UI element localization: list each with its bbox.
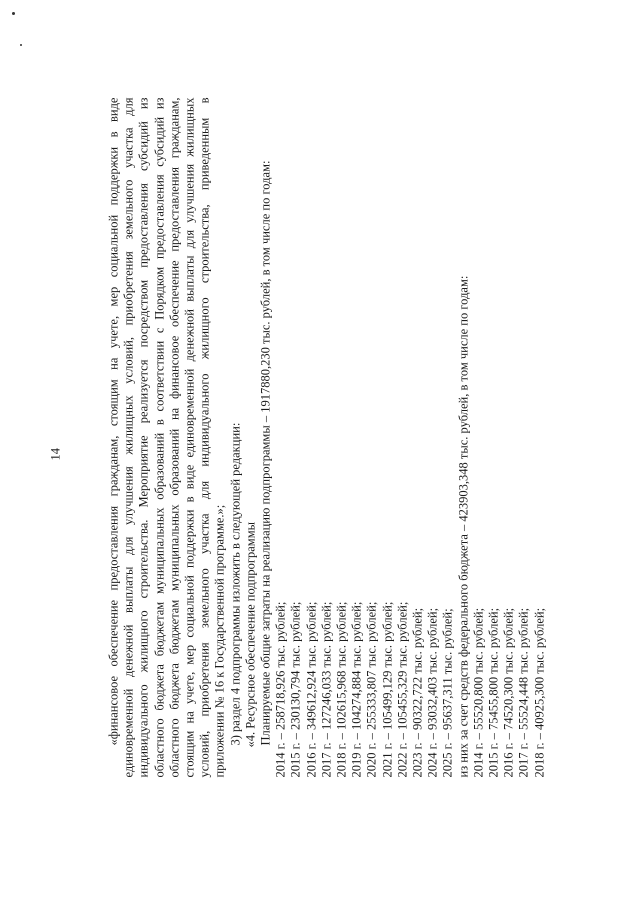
text-line: «4. Ресурсное обеспечение подпрограммы bbox=[242, 521, 257, 747]
text-line: 2020 г. – 255333,807 тыс. рублей; bbox=[364, 601, 379, 777]
text-line: 2015 г. – 230130,794 тыс. рублей; bbox=[288, 601, 303, 777]
text-line: 3) раздел 4 подпрограммы изложить в следующей редакции: bbox=[227, 422, 242, 745]
paragraph bbox=[258, 97, 273, 777]
paragraph bbox=[273, 97, 547, 777]
text-line: 2024 г. – 93032,403 тыс. рублей; bbox=[425, 607, 440, 777]
text-line: 2017 г. – 55524,448 тыс. рублей; bbox=[516, 607, 531, 777]
text-line: областного бюджета бюджетам муниципальных образований в соответствии с Порядком предоставления субсидий из bbox=[151, 97, 166, 777]
text-line: 2014 г. – 55520,800 тыс. рублей; bbox=[470, 607, 485, 777]
text-line: 2015 г. – 75455,800 тыс. рублей; bbox=[486, 607, 501, 777]
text-line: 2025 г. – 95637,311 тыс. рублей; bbox=[440, 607, 455, 777]
text-line: условий, приобретения земельного участка для индивидуального жилищного строительства, приведенным в bbox=[197, 97, 212, 777]
text-line: 2021 г. – 105499,129 тыс. рублей; bbox=[379, 601, 394, 777]
text-line: 2016 г. – 74520,300 тыс. рублей; bbox=[501, 607, 516, 777]
scan-speck bbox=[12, 12, 15, 15]
text-line: приложении № 16 к Государственной программе.»; bbox=[212, 504, 227, 777]
text-line: 2016 г. – 349612,924 тыс. рублей; bbox=[303, 601, 318, 777]
text-line: областного бюджета бюджетам муниципальных образований на финансовое обеспечение предоставления гражданам, bbox=[166, 97, 181, 777]
text-line: стоящим на учете, мер социальной поддержки в виде единовременной денежной выплаты для улучшения жилищных bbox=[182, 97, 197, 777]
text-line: 2018 г. – 40925,300 тыс. рублей; bbox=[531, 607, 546, 777]
paragraph bbox=[228, 97, 243, 777]
paragraph bbox=[243, 97, 258, 777]
text-line: из них за счет средств федерального бюджета – 423903,348 тыс. рублей, в том числе по годам: bbox=[455, 275, 470, 777]
text-line: «финансовое обеспечение предоставления гражданам, стоящим на учете, мер социальной поддержки в виде bbox=[106, 97, 120, 745]
page-number: 14 bbox=[48, 447, 62, 460]
document-body bbox=[106, 97, 547, 777]
text-line: 2018 г. – 102615,968 тыс. рублей; bbox=[334, 601, 349, 777]
text-line: единовременной денежной выплаты для улучшения жилищных условий, приобретения земельного участка для bbox=[121, 97, 136, 777]
text-line: 2017 г. – 127246,033 тыс. рублей; bbox=[318, 601, 333, 777]
scan-speck bbox=[20, 44, 22, 46]
text-line: индивидуального жилищного строительства. Мероприятие реализуется посредством предоставления субсидий из bbox=[136, 97, 151, 777]
text-line: 2022 г. – 105455,329 тыс. рублей; bbox=[394, 601, 409, 777]
paragraph bbox=[106, 97, 228, 777]
text-line: 2023 г. – 90322,722 тыс. рублей; bbox=[410, 607, 425, 777]
text-line: Планируемые общие затраты на реализацию подпрограммы – 1917880,230 тыс. рублей, в том числе по годам: bbox=[258, 160, 273, 745]
text-line: 2019 г. – 104274,884 тыс. рублей; bbox=[349, 601, 364, 777]
text-line: 2014 г. – 258718,926 тыс. рублей; bbox=[273, 601, 288, 777]
